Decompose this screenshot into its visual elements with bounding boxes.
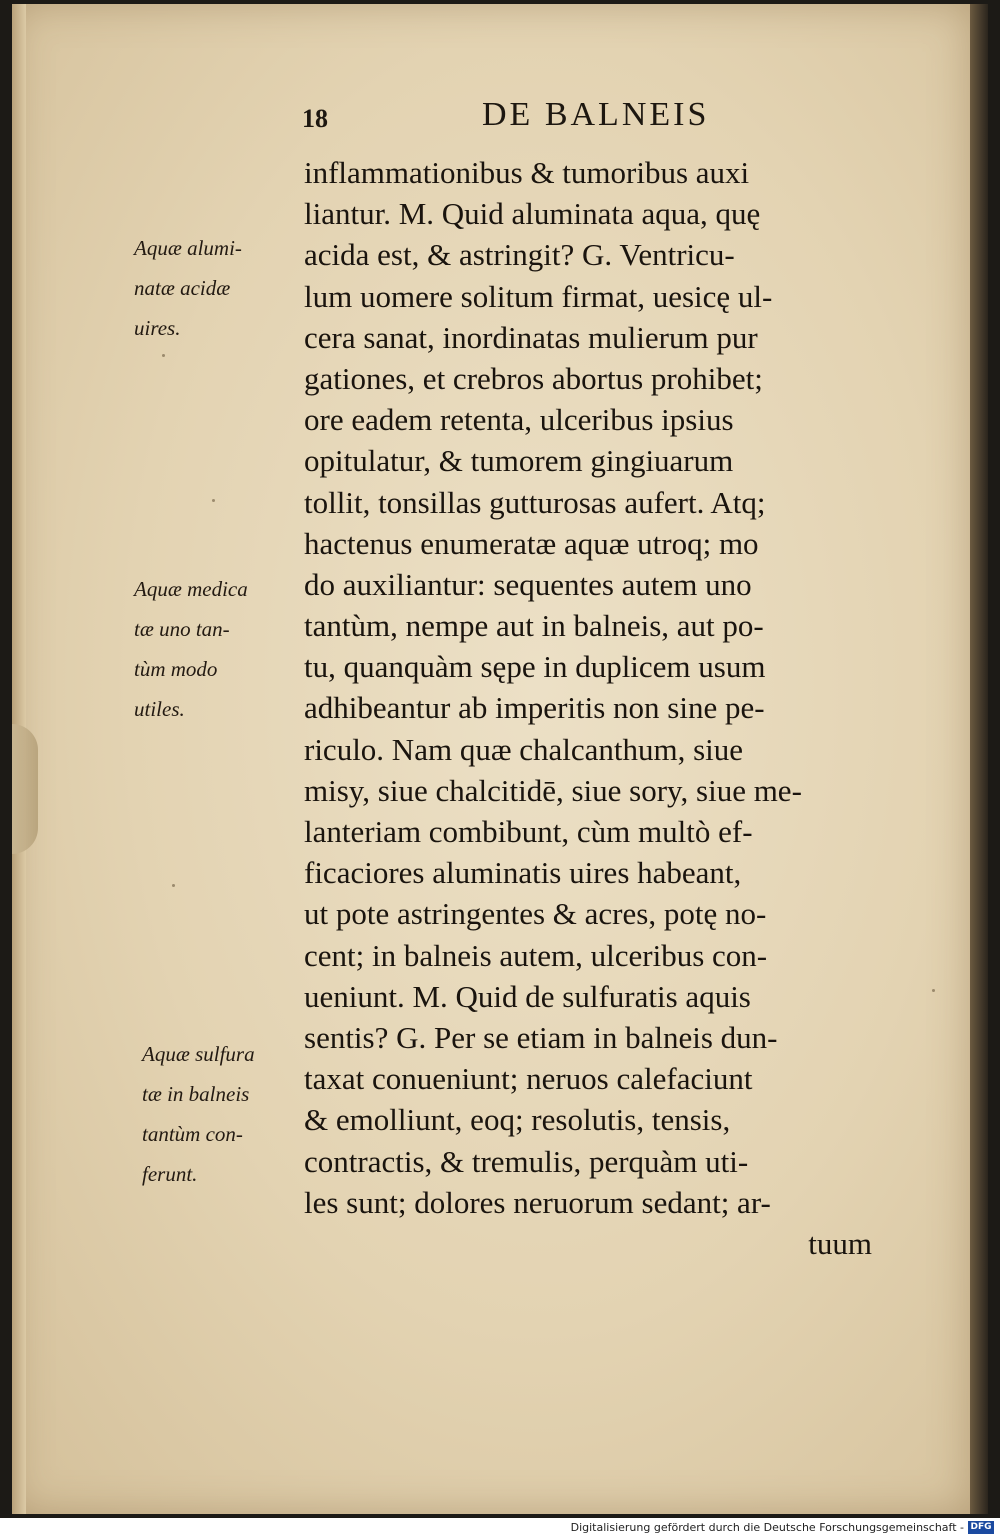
marginal-note-line: tantùm con- bbox=[142, 1122, 243, 1146]
page-title: DE BALNEIS bbox=[482, 96, 710, 133]
text-line: & emolliunt, eoq; resolutis, tensis, bbox=[304, 1102, 731, 1138]
book-page bbox=[12, 4, 970, 1514]
marginal-note-line: ferunt. bbox=[142, 1162, 198, 1186]
text-line: tantùm, nempe aut in balneis, aut po- bbox=[304, 608, 764, 644]
text-line: ficaciores aluminatis uires habeant, bbox=[304, 855, 742, 891]
text-line: acida est, & astringit? G. Ventricu- bbox=[304, 237, 735, 273]
marginal-note-line: Aquæ medica bbox=[134, 577, 248, 601]
text-line: liantur. M. Quid aluminata aqua, quę bbox=[304, 196, 761, 232]
ink-speck bbox=[172, 884, 175, 887]
marginal-note-line: Aquæ sulfura bbox=[142, 1042, 255, 1066]
text-line: lanteriam combibunt, cùm multò ef- bbox=[304, 814, 753, 849]
marginal-note bbox=[142, 1034, 292, 1194]
ink-speck bbox=[932, 989, 935, 992]
text-line: ueniunt. M. Quid de sulfuratis aquis bbox=[304, 978, 751, 1014]
marginal-note-line: natæ acidæ bbox=[134, 276, 231, 300]
text-line: adhibeantur ab imperitis non sine pe- bbox=[304, 690, 765, 726]
text-line: gationes, et crebros abortus prohibet; bbox=[304, 360, 763, 396]
text-line: tu, quanquàm sępe in duplicem usum bbox=[304, 649, 766, 685]
marginal-note bbox=[134, 228, 284, 348]
text-line: do auxiliantur: sequentes autem uno bbox=[304, 566, 752, 602]
marginal-note-line: tæ in balneis bbox=[142, 1082, 250, 1106]
book-gutter bbox=[970, 4, 988, 1514]
marginal-note-line: Aquæ alumi- bbox=[134, 236, 242, 260]
text-line: sentis? G. Per se etiam in balneis dun- bbox=[304, 1019, 778, 1055]
text-line: taxat conueniunt; neruos calefaciunt bbox=[304, 1061, 753, 1097]
catchword: tuum bbox=[808, 1225, 872, 1261]
marginal-note-line: uires. bbox=[134, 316, 181, 340]
dfg-logo-icon: DFG bbox=[968, 1521, 994, 1534]
marginal-note-line: tùm modo bbox=[134, 657, 218, 681]
text-line: contractis, & tremulis, perquàm uti- bbox=[304, 1143, 749, 1179]
ink-speck bbox=[212, 499, 215, 502]
page-number: 18 bbox=[302, 104, 328, 133]
marginal-note-line: tæ uno tan- bbox=[134, 617, 230, 641]
marginal-note bbox=[134, 569, 284, 729]
ink-speck bbox=[162, 354, 165, 357]
text-line: ore eadem retenta, ulceribus ipsius bbox=[304, 402, 734, 438]
main-text-block bbox=[304, 152, 924, 1262]
text-line: les sunt; dolores neruorum sedant; ar- bbox=[304, 1184, 771, 1220]
text-line: inflammationibus & tumoribus auxi bbox=[304, 155, 750, 190]
text-line: ut pote astringentes & acres, potę no- bbox=[304, 896, 767, 932]
text-line: cera sanat, inordinatas mulierum pur bbox=[304, 319, 758, 355]
text-line: opitulatur, & tumorem gingiuarum bbox=[304, 443, 734, 479]
text-line: hactenus enumeratæ aquæ utroq; mo bbox=[304, 525, 759, 561]
funding-credit: Digitalisierung gefördert durch die Deutsche Forschungsgemeinschaft - bbox=[570, 1521, 964, 1534]
text-line: riculo. Nam quæ chalcanthum, siue bbox=[304, 731, 744, 767]
text-line: cent; in balneis autem, ulceribus con- bbox=[304, 937, 768, 973]
text-line: misy, siue chalcitidē, siue sory, siue me- bbox=[304, 772, 802, 808]
marginal-note-line: utiles. bbox=[134, 697, 185, 721]
text-line: lum uomere solitum firmat, uesicę ul- bbox=[304, 278, 773, 314]
text-line: tollit, tonsillas gutturosas aufert. Atq; bbox=[304, 484, 766, 520]
footer-bar bbox=[0, 1518, 1000, 1538]
running-head bbox=[292, 96, 712, 140]
page-clip bbox=[12, 724, 38, 854]
